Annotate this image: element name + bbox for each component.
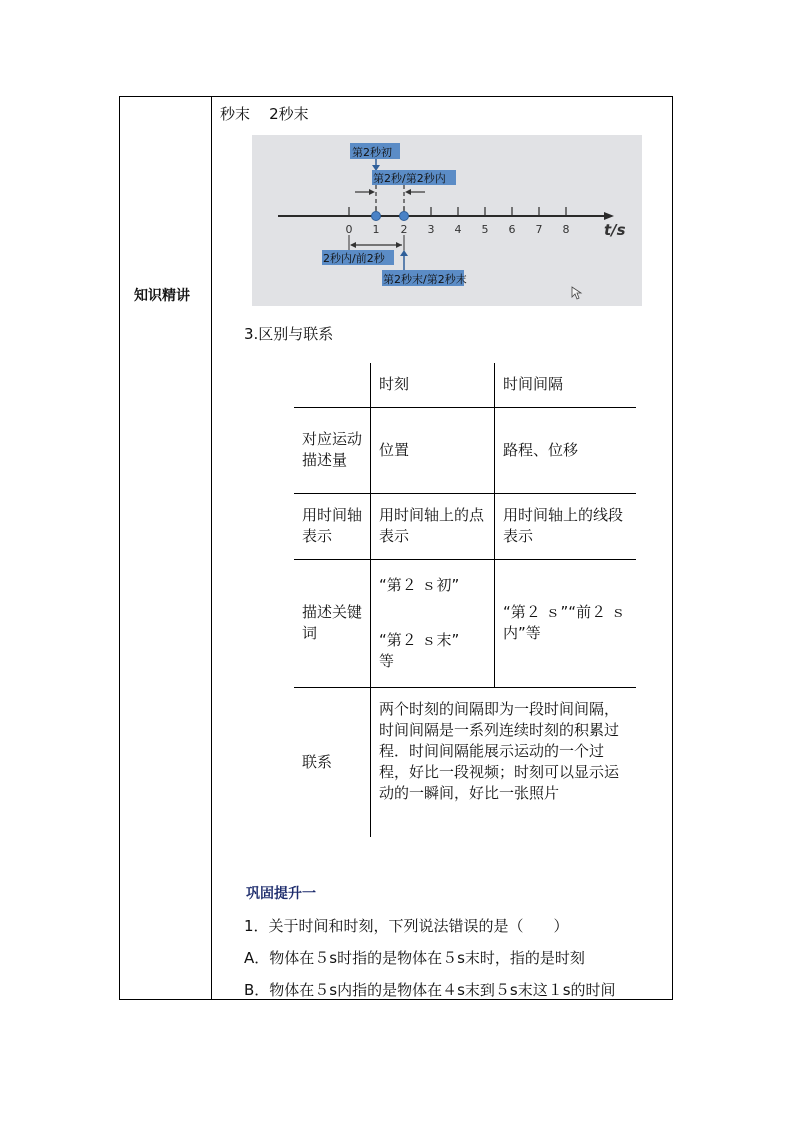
table-cell [294, 363, 371, 407]
column-divider [211, 97, 212, 999]
point-2 [400, 212, 409, 221]
segment-arrow-right [396, 242, 402, 248]
spacer [379, 596, 486, 630]
table-cell: 用时间轴上的线段表示 [495, 493, 637, 559]
bracket-right-arrow [405, 189, 411, 195]
comparison-table [294, 363, 636, 837]
table-cell: 位置 [371, 407, 495, 493]
table-row [294, 687, 636, 837]
option-a: A．物体在５s时指的是物体在５s末时，指的是时刻 [244, 949, 585, 967]
table-header: 时刻 [371, 363, 495, 407]
tag-arrow [400, 250, 408, 256]
tick-label: 3 [427, 223, 435, 236]
axis-unit: t/s [604, 221, 626, 239]
table-cell: 用时间轴上的点表示 [371, 493, 495, 559]
point-1 [372, 212, 381, 221]
row-label: 描述关键词 [294, 559, 371, 687]
table-cell: “第２ ｓ”“前２ ｓ内”等 [495, 559, 637, 687]
section-label: 知识精讲 [134, 288, 190, 304]
tick-label: 0 [345, 223, 353, 236]
row-label: 联系 [294, 687, 371, 837]
tag-second2-start: 第2秒初 [352, 146, 392, 159]
table-row [294, 407, 636, 493]
content-table [119, 96, 673, 1000]
tick-label: 2 [400, 223, 408, 236]
table-row [294, 493, 636, 559]
tick-label: 6 [508, 223, 516, 236]
segment-arrow-left [350, 242, 356, 248]
timeline-figure [252, 135, 642, 306]
axis-ticks [349, 207, 566, 216]
table-row [294, 559, 636, 687]
tick-label: 4 [454, 223, 462, 236]
practice-title: 巩固提升一 [246, 886, 316, 902]
row-label: 用时间轴表示 [294, 493, 371, 559]
subsection-title: 3.区别与联系 [244, 325, 334, 343]
keyword: 等 [379, 651, 395, 670]
tag-second2-end: 第2秒末/第2秒末 [383, 273, 467, 286]
table-cell [371, 559, 495, 687]
tag-second2: 第2秒/第2秒内 [373, 172, 446, 185]
timeline-svg [252, 135, 642, 306]
tick-label: 7 [535, 223, 543, 236]
tick-label: 8 [562, 223, 570, 236]
axis-arrow [604, 212, 614, 220]
cursor-icon [572, 287, 581, 299]
time-labels: 秒末 2秒末 [220, 105, 309, 123]
table-row [294, 363, 636, 407]
tick-label: 5 [481, 223, 489, 236]
table-cell: 两个时刻的间隔即为一段时间间隔，时间间隔是一系列连续时刻的积累过程．时间间隔能展示运动的一个过程，好比一段视频；时刻可以显示运动的一瞬间，好比一张照片 [371, 687, 637, 837]
bracket-left-arrow [369, 189, 375, 195]
tag-first-2s: 2秒内/前2秒 [323, 252, 385, 265]
table-header: 时间间隔 [495, 363, 637, 407]
keyword: “第２ ｓ初” [379, 575, 460, 594]
tick-label: 1 [372, 223, 380, 236]
keyword: “第２ ｓ末” [379, 630, 460, 649]
row-label: 对应运动描述量 [294, 407, 371, 493]
option-b: B．物体在５s内指的是物体在４s末到５s末这１s的时间 [244, 981, 616, 999]
question-text: 1．关于时间和时刻，下列说法错误的是（ ） [244, 917, 569, 935]
table-cell: 路程、位移 [495, 407, 637, 493]
